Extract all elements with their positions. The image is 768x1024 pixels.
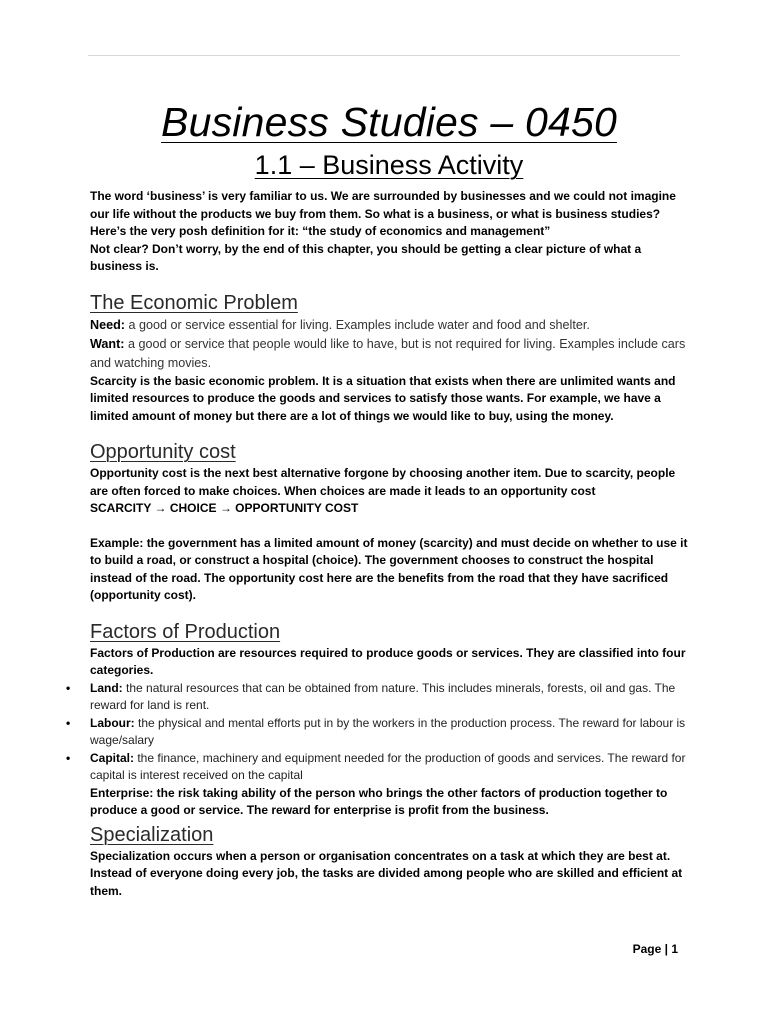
need-term: Need: <box>90 317 125 332</box>
want-definition <box>90 335 688 373</box>
need-text: a good or service essential for living. Examples include water and food and shelter. <box>125 317 590 332</box>
heading-opportunity-cost: Opportunity cost <box>90 441 236 463</box>
factor-description: the natural resources that can be obtained from nature. This includes minerals, forests, oil and gas. The reward for land is rent. <box>90 680 676 712</box>
factor-description: the physical and mental efforts put in by the workers in the production process. The reward for labour is wage/salary <box>90 715 686 747</box>
factor-term: Capital: <box>90 750 135 765</box>
bullet-icon: • <box>66 750 71 765</box>
enterprise-definition: Enterprise: the risk taking ability of the person who brings the other factors of production together to produce a good or service. The reward for enterprise is profit from the business. <box>90 785 668 817</box>
factors-list <box>66 680 688 785</box>
document-body <box>66 96 688 900</box>
specialization-paragraph: Specialization occurs when a person or organisation concentrates on a task at which they are best at. Instead of everyone doing every job, the tasks are divided among people who are skilled and efficient at them. <box>90 848 683 898</box>
section-title: 1.1 – Business Activity <box>254 150 524 180</box>
opportunity-cost-definition: Opportunity cost is the next best alternative forgone by choosing another item. Due to scarcity, people are often forced to make choices. When choices are made it leads to an opportunity cost <box>90 466 676 498</box>
scarcity-paragraph: Scarcity is the basic economic problem. It is a situation that exists when there are unlimited wants and limited resources to produce the goods and services to satisfy those wants. For example, we have a limited amount of money but there are a lot of things we would like to buy, using the money. <box>90 373 676 423</box>
factor-term: Labour: <box>90 715 135 730</box>
intro-paragraph-2: Not clear? Don’t worry, by the end of this chapter, you should be getting a clear picture of what a business is. <box>90 241 642 273</box>
list-item <box>66 750 688 785</box>
bullet-icon: • <box>66 715 71 730</box>
scarcity-choice-chain <box>90 500 688 518</box>
list-item <box>66 715 688 750</box>
factor-description: the finance, machinery and equipment needed for the production of goods and services. The reward for capital is interest received on the capital <box>90 750 686 782</box>
opportunity-cost-example: Example: the government has a limited amount of money (scarcity) and must decide on whether to use it to build a road, or construct a hospital (choice). The government chooses to construct the hospital instead of the road. The opportunity cost here are the benefits from the road that they have sacrificed (opportunity cost). <box>90 535 688 602</box>
heading-specialization: Specialization <box>90 823 214 846</box>
factor-term: Land: <box>90 680 123 695</box>
chain-choice: CHOICE <box>169 501 217 515</box>
bullet-icon: • <box>66 680 71 695</box>
right-arrow-icon: → <box>219 501 232 515</box>
intro-paragraph: The word ‘business’ is very familiar to us. We are surrounded by businesses and we could not imagine our life without the products we buy from them. So what is a business, or what is business studies? Here’s the very posh definition for it: “the study of economics and management” <box>90 189 676 238</box>
header-rule <box>88 55 680 56</box>
want-term: Want: <box>90 336 125 351</box>
list-item <box>66 680 688 715</box>
need-definition <box>90 316 688 335</box>
chain-scarcity: SCARCITY <box>90 501 152 515</box>
right-arrow-icon: → <box>154 501 167 515</box>
document-title: Business Studies – 0450 <box>161 99 617 145</box>
page-number: Page | 1 <box>632 942 678 956</box>
heading-economic-problem: The Economic Problem <box>90 291 298 314</box>
want-text: a good or service that people would like to have, but is not required for living. Examples include cars and watching movies. <box>90 336 686 370</box>
heading-factors-of-production: Factors of Production <box>90 620 281 643</box>
chain-opportunity-cost: OPPORTUNITY COST <box>235 501 359 515</box>
factors-intro: Factors of Production are resources required to produce goods or services. They are classified into four categories. <box>90 645 686 677</box>
